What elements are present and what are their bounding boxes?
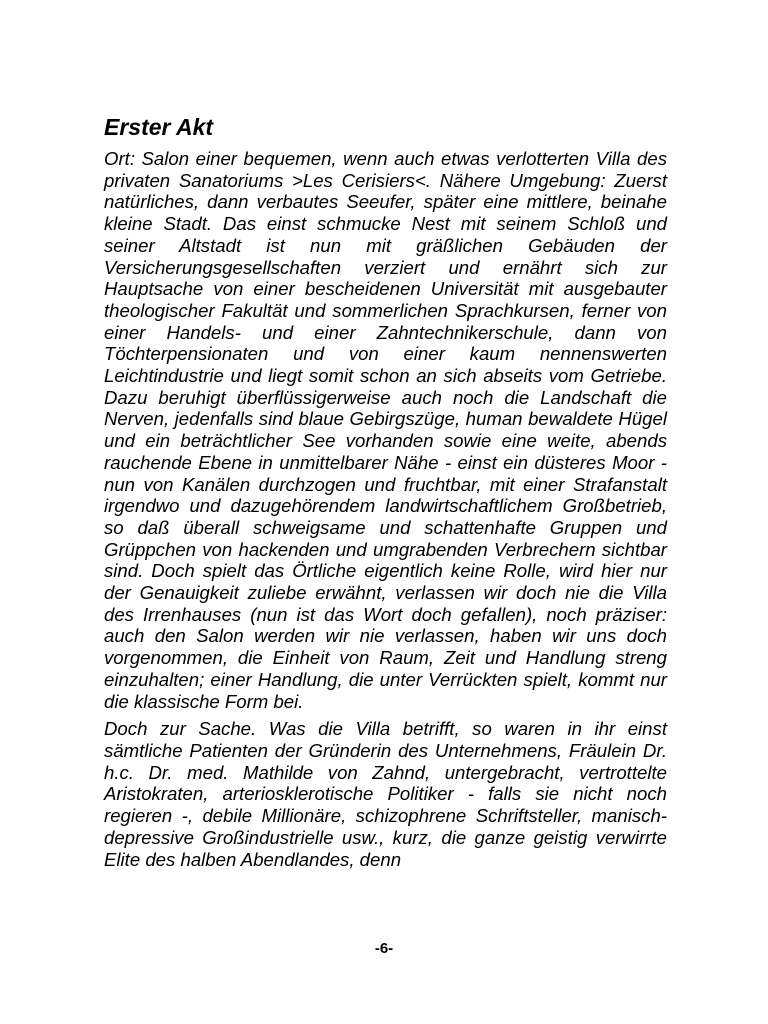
page-content — [104, 112, 667, 870]
stage-direction-paragraph-1: Ort: Salon einer bequemen, wenn auch etwas verlotterten Villa des privaten Sanatoriums >Les Cerisiers<. Nähere Umgebung: Zuerst natürliches, dann verbautes Seeufer, später eine mittlere, beinahe kleine Stadt. Das einst schmucke Nest mit seinem Schloß und seiner Altstadt ist nun mit gräßlichen Gebäuden der Versicherungsgesellschaften verziert und ernährt sich zur Hauptsache von einer bescheidenen Universität mit ausgebauter theologischer Fakultät und sommerlichen Sprachkursen, ferner von einer Handels- und einer Zahntechnikerschule, dann von Töchterpensionaten und von einer kaum nennenswerten Leichtindustrie und liegt somit schon an sich abseits vom Getriebe. Dazu beruhigt überflüssigerweise auch noch die Landschaft die Nerven, jedenfalls sind blaue Gebirgszüge, human bewaldete Hügel und ein beträchtlicher See vorhanden sowie eine weite, abends rauchende Ebene in unmittelbarer Nähe - einst ein düsteres Moor - nun von Kanälen durchzogen und fruchtbar, mit einer Strafanstalt irgendwo und dazugehörendem landwirtschaftlichem Großbetrieb, so daß überall schweigsame und schattenhafte Gruppen und Grüppchen von hackenden und umgrabenden Verbrechern sichtbar sind. Doch spielt das Örtliche eigentlich keine Rolle, wird hier nur der Genauigkeit zuliebe erwähnt, verlassen wir doch nie die Villa des Irrenhauses (nun ist das Wort doch gefallen), noch präziser: auch den Salon werden wir nie verlassen, haben wir uns doch vorgenommen, die Einheit von Raum, Zeit und Handlung streng einzuhalten; einer Handlung, die unter Verrückten spielt, kommt nur die klassische Form bei. — [104, 148, 667, 712]
page-number: -6- — [374, 940, 394, 957]
act-heading: Erster Akt — [104, 114, 214, 140]
stage-direction-paragraph-2: Doch zur Sache. Was die Villa betrifft, so waren in ihr einst sämtliche Patienten der Gründerin des Unternehmens, Fräulein Dr. h.c. Dr. med. Mathilde von Zahnd, untergebracht, vertrottelte Aristokraten, arteriosklerotische Politiker - falls sie nicht noch regieren -, debile Millionäre, schizophrene Schriftsteller, manisch-depressive Großindustrielle usw., kurz, die ganze geistig verwirrte Elite des halben Abendlandes, denn — [104, 718, 667, 870]
